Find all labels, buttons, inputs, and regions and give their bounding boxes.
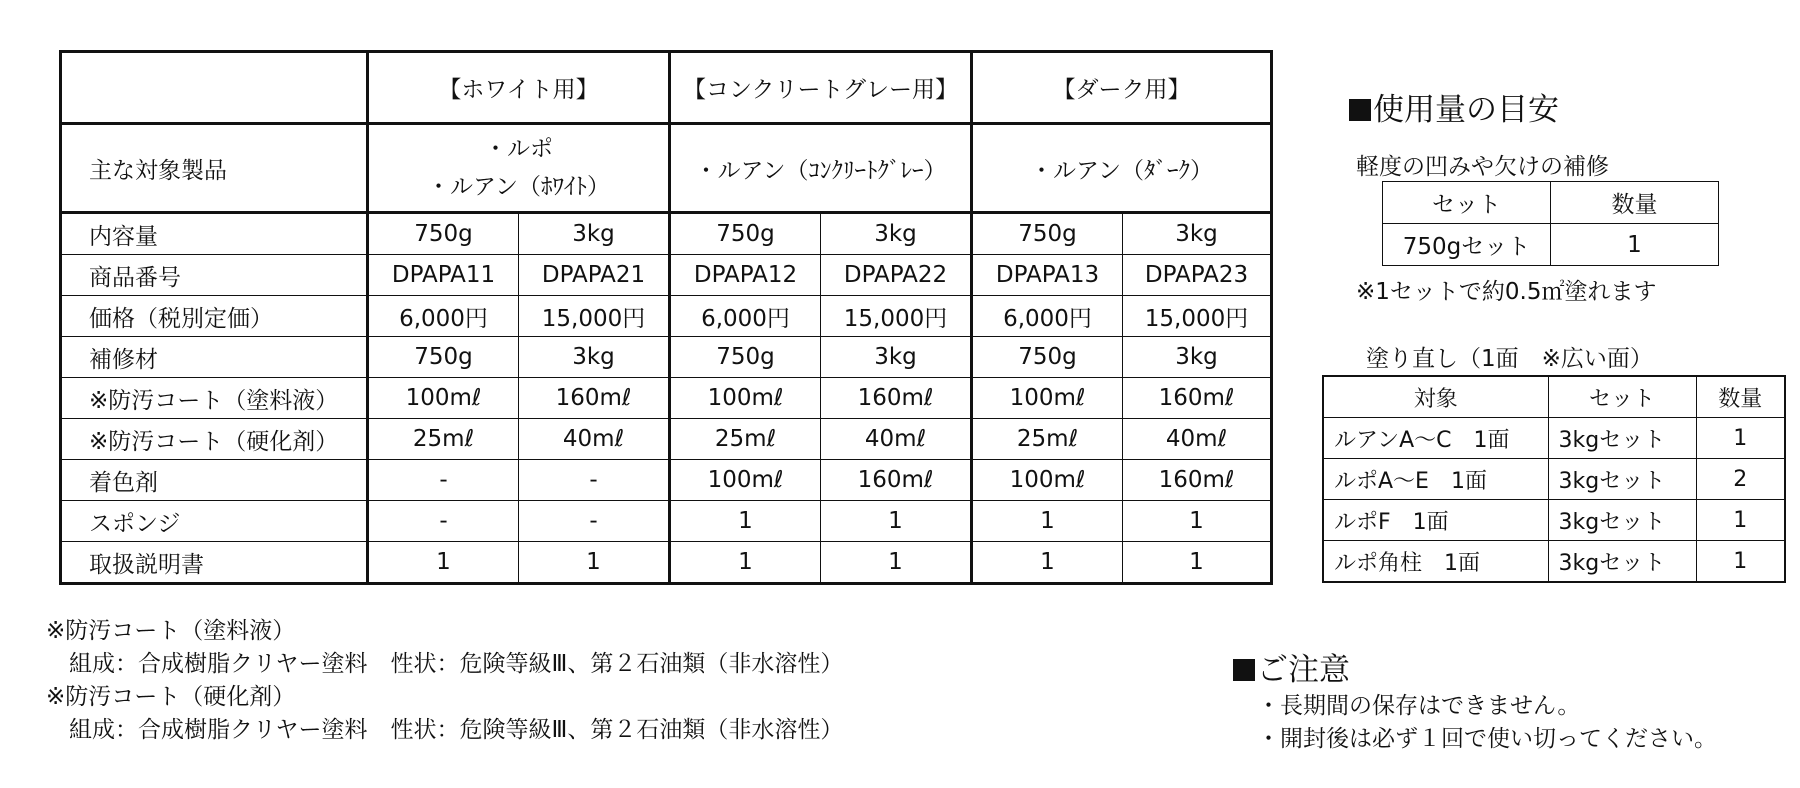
row-label: ※防汚コート（硬化剤） bbox=[61, 419, 368, 460]
table-row bbox=[61, 378, 1272, 419]
table-cell: 25mℓ bbox=[368, 419, 519, 460]
table-cell: 3kg bbox=[1123, 337, 1272, 378]
minor-repair-title: 軽度の凹みや欠けの補修 bbox=[1356, 154, 1609, 180]
row-label: スポンジ bbox=[61, 501, 368, 542]
row-label: 補修材 bbox=[61, 337, 368, 378]
table-cell: 3kgセット bbox=[1548, 500, 1696, 541]
table-cell: 6,000円 bbox=[972, 296, 1123, 337]
table-cell: 40mℓ bbox=[519, 419, 670, 460]
caution-title: ご注意 bbox=[1257, 652, 1350, 688]
table-cell: 3kg bbox=[821, 337, 972, 378]
target-dark: ・ルアン（ﾀﾞｰｸ） bbox=[972, 124, 1272, 213]
caution-item: ・長期間の保存はできません。 bbox=[1257, 693, 1581, 719]
caution-list bbox=[1257, 690, 1717, 756]
usage-title: 使用量の目安 bbox=[1373, 92, 1559, 128]
table-cell: 3kgセット bbox=[1548, 418, 1696, 459]
table-cell: 15,000円 bbox=[1123, 296, 1272, 337]
header-corner bbox=[61, 52, 368, 124]
table-row bbox=[61, 337, 1272, 378]
table-row bbox=[61, 213, 1272, 255]
table-row bbox=[61, 460, 1272, 501]
table-cell: 1 bbox=[1696, 541, 1785, 583]
table-cell: - bbox=[368, 501, 519, 542]
table-cell: DPAPA13 bbox=[972, 255, 1123, 296]
table-cell: 1 bbox=[1696, 500, 1785, 541]
square-bullet-icon bbox=[1349, 99, 1371, 121]
table-cell: 750g bbox=[368, 213, 519, 255]
column-header: 対象 bbox=[1323, 376, 1548, 418]
table-cell: ルポF 1面 bbox=[1323, 500, 1548, 541]
footnote-line: 組成：合成樹脂クリヤー塗料 性状：危険等級Ⅲ、第２石油類（非水溶性） bbox=[46, 651, 844, 677]
table-cell: DPAPA11 bbox=[368, 255, 519, 296]
table-cell: 750g bbox=[670, 337, 821, 378]
table-cell: ルポA～E 1面 bbox=[1323, 459, 1548, 500]
table-cell: 160mℓ bbox=[821, 378, 972, 419]
table-cell: 100mℓ bbox=[972, 460, 1123, 501]
table-cell: 1 bbox=[1696, 418, 1785, 459]
row-label: 取扱説明書 bbox=[61, 542, 368, 584]
table-cell: 1 bbox=[1123, 501, 1272, 542]
table-row bbox=[1323, 418, 1785, 459]
table-row bbox=[1383, 182, 1719, 224]
table-cell: 1 bbox=[519, 542, 670, 584]
table-cell: 2 bbox=[1696, 459, 1785, 500]
footnotes bbox=[46, 615, 843, 747]
table-cell: 1 bbox=[821, 542, 972, 584]
table-cell: 40mℓ bbox=[1123, 419, 1272, 460]
row-label: ※防汚コート（塗料液） bbox=[61, 378, 368, 419]
table-cell: 750g bbox=[972, 337, 1123, 378]
table-cell: DPAPA22 bbox=[821, 255, 972, 296]
table-row bbox=[1323, 376, 1785, 418]
table-cell: 15,000円 bbox=[821, 296, 972, 337]
table-cell: 15,000円 bbox=[519, 296, 670, 337]
table-cell: 1 bbox=[972, 542, 1123, 584]
table-cell: 100mℓ bbox=[368, 378, 519, 419]
row-label: 主な対象製品 bbox=[61, 124, 368, 213]
table-cell: 100mℓ bbox=[972, 378, 1123, 419]
table-cell: 1 bbox=[1551, 224, 1719, 266]
table-cell: ルポ角柱 1面 bbox=[1323, 541, 1548, 583]
table-cell: 1 bbox=[670, 542, 821, 584]
table-cell: - bbox=[519, 460, 670, 501]
target-white-line1: ・ルポ bbox=[484, 136, 553, 162]
row-label: 内容量 bbox=[61, 213, 368, 255]
table-cell: 3kg bbox=[821, 213, 972, 255]
table-row bbox=[61, 255, 1272, 296]
usage-heading bbox=[1349, 84, 1559, 129]
table-cell: 3kgセット bbox=[1548, 541, 1696, 583]
row-label: 商品番号 bbox=[61, 255, 368, 296]
table-cell: 1 bbox=[821, 501, 972, 542]
caution-heading bbox=[1233, 644, 1350, 689]
footnote-line: 組成：合成樹脂クリヤー塗料 性状：危険等級Ⅲ、第２石油類（非水溶性） bbox=[46, 717, 844, 743]
table-cell: 1 bbox=[1123, 542, 1272, 584]
table-cell: 25mℓ bbox=[670, 419, 821, 460]
table-cell: - bbox=[368, 460, 519, 501]
target-white-line2: ・ルアン（ﾎﾜｲﾄ） bbox=[426, 174, 611, 200]
column-header: セット bbox=[1548, 376, 1696, 418]
table-cell: 3kg bbox=[519, 337, 670, 378]
table-cell: 160mℓ bbox=[519, 378, 670, 419]
table-cell: DPAPA21 bbox=[519, 255, 670, 296]
table-cell: 1 bbox=[972, 501, 1123, 542]
table-cell: 3kgセット bbox=[1548, 459, 1696, 500]
column-header: 数量 bbox=[1551, 182, 1719, 224]
footnote-line: ※防汚コート（塗料液） bbox=[46, 618, 296, 644]
table-cell: 1 bbox=[368, 542, 519, 584]
table-cell: 160mℓ bbox=[1123, 378, 1272, 419]
header-concrete-gray: 【コンクリートグレー用】 bbox=[670, 52, 972, 124]
table-row bbox=[61, 419, 1272, 460]
table-cell: 160mℓ bbox=[821, 460, 972, 501]
table-cell: 3kg bbox=[519, 213, 670, 255]
table-cell: 750g bbox=[368, 337, 519, 378]
spec-table bbox=[59, 50, 1273, 585]
table-row bbox=[1323, 541, 1785, 583]
spec-header-row bbox=[61, 52, 1272, 124]
table-row bbox=[1323, 459, 1785, 500]
table-cell: - bbox=[519, 501, 670, 542]
table-cell: 160mℓ bbox=[1123, 460, 1272, 501]
target-white bbox=[368, 124, 670, 213]
header-white: 【ホワイト用】 bbox=[368, 52, 670, 124]
table-row bbox=[1323, 500, 1785, 541]
caution-item: ・開封後は必ず１回で使い切ってください。 bbox=[1257, 726, 1717, 752]
minor-repair-table bbox=[1382, 181, 1719, 266]
column-header: 数量 bbox=[1696, 376, 1785, 418]
table-cell: 750g bbox=[670, 213, 821, 255]
recoat-title: 塗り直し（1面 ※広い面） bbox=[1366, 346, 1653, 372]
target-products-row bbox=[61, 124, 1272, 213]
table-cell: 25mℓ bbox=[972, 419, 1123, 460]
target-concrete: ・ルアン（ｺﾝｸﾘｰﾄｸﾞﾚｰ） bbox=[670, 124, 972, 213]
table-cell: 6,000円 bbox=[368, 296, 519, 337]
row-label: 価格（税別定価） bbox=[61, 296, 368, 337]
table-cell: 6,000円 bbox=[670, 296, 821, 337]
table-cell: DPAPA23 bbox=[1123, 255, 1272, 296]
table-cell: ルアンA～C 1面 bbox=[1323, 418, 1548, 459]
table-row bbox=[61, 542, 1272, 584]
column-header: セット bbox=[1383, 182, 1551, 224]
table-cell: 100mℓ bbox=[670, 460, 821, 501]
table-cell: 1 bbox=[670, 501, 821, 542]
recoat-table bbox=[1322, 375, 1786, 583]
row-label: 着色剤 bbox=[61, 460, 368, 501]
table-cell: 750g bbox=[972, 213, 1123, 255]
header-dark: 【ダーク用】 bbox=[972, 52, 1272, 124]
table-row bbox=[1383, 224, 1719, 266]
table-cell: 750gセット bbox=[1383, 224, 1551, 266]
square-bullet-icon bbox=[1233, 659, 1255, 681]
table-row bbox=[61, 296, 1272, 337]
table-cell: 100mℓ bbox=[670, 378, 821, 419]
footnote-line: ※防汚コート（硬化剤） bbox=[46, 684, 296, 710]
table-cell: 40mℓ bbox=[821, 419, 972, 460]
table-cell: 3kg bbox=[1123, 213, 1272, 255]
table-row bbox=[61, 501, 1272, 542]
table-cell: DPAPA12 bbox=[670, 255, 821, 296]
minor-repair-note: ※1セットで約0.5㎡塗れます bbox=[1356, 279, 1657, 305]
